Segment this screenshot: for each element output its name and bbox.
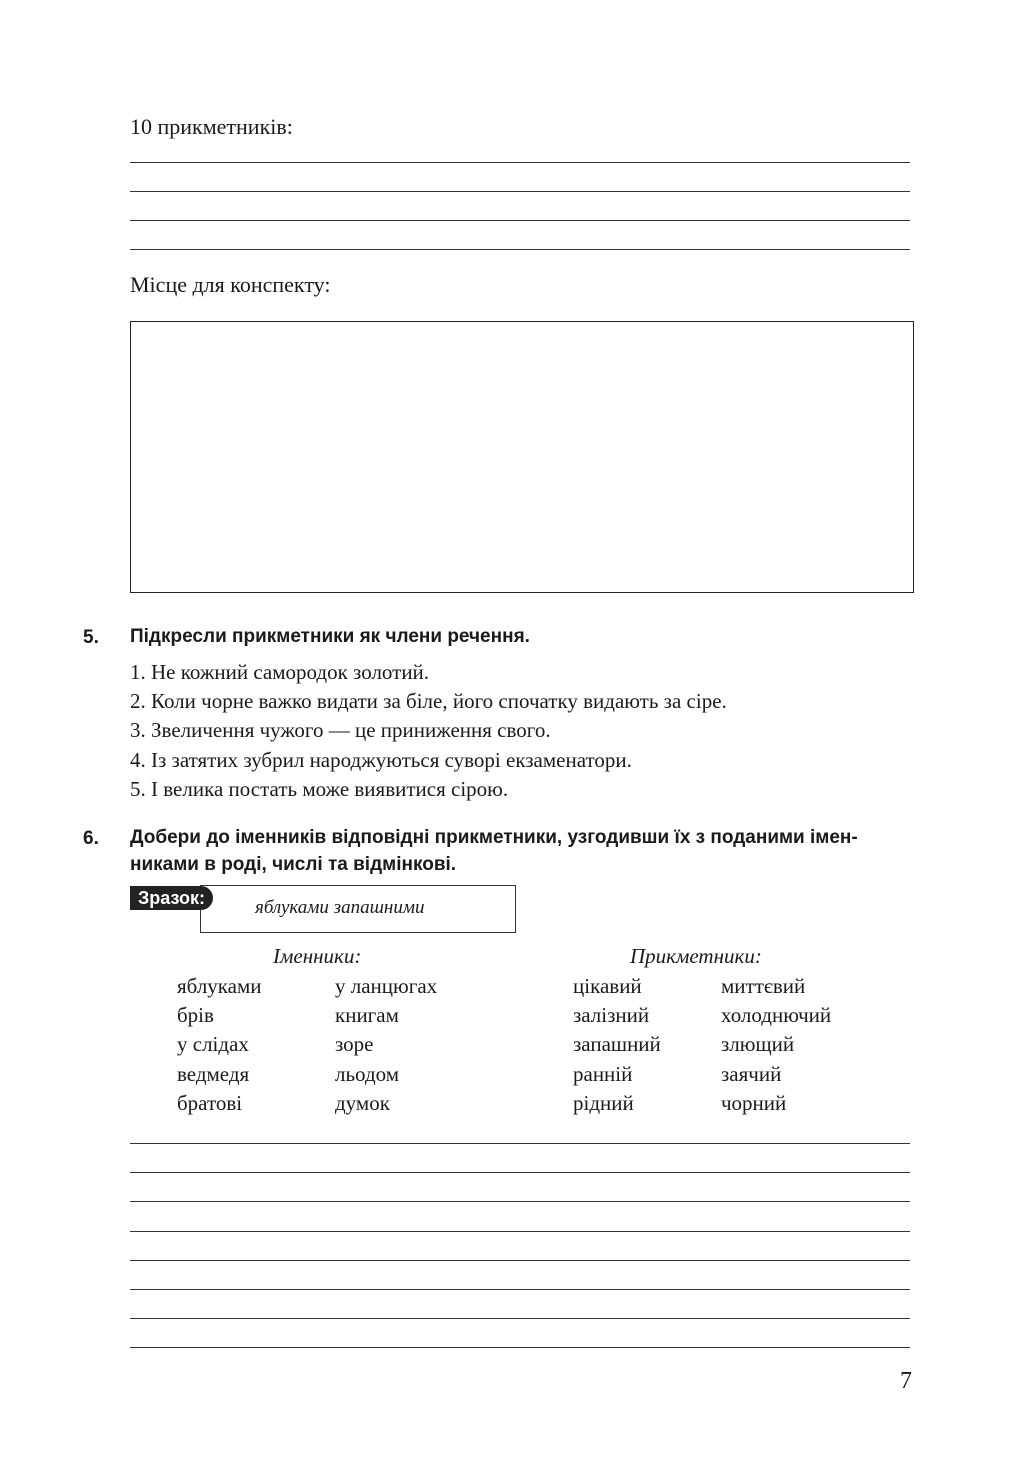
adjective-item: цікавий [573,974,642,998]
answer-line [130,1347,910,1348]
task5-sentence: 2. Коли чорне важко видати за біле, його спочатку видають за сіре. [130,689,727,713]
sample-text: яблуками запашними [255,897,425,918]
answer-line [130,1143,910,1144]
answer-line [130,1260,910,1261]
notes-box[interactable] [130,321,914,593]
notes-label: Місце для конспекту: [130,272,331,297]
nouns-header: Іменники: [273,944,362,968]
task6-instruction-line1: Добери до іменників відповідні прикметники, узгодивши їх з поданими імен- [130,827,858,848]
adjective-item: злющий [721,1032,795,1056]
noun-item: яблуками [177,974,262,998]
answer-line [130,220,910,221]
adjective-item: ранній [573,1062,633,1086]
adjectives-label: 10 прикметників: [130,114,293,139]
task6-number: 6. [83,828,99,849]
noun-item: думок [335,1091,390,1115]
noun-item: у слідах [177,1032,249,1056]
adjectives-header: Прикметники: [630,944,762,968]
answer-line [130,191,910,192]
task5-instruction: Підкресли прикметники як члени речення. [130,626,530,647]
noun-item: братові [177,1091,243,1115]
noun-item: льодом [335,1062,400,1086]
noun-item: брів [177,1003,214,1027]
adjective-item: заячий [721,1062,782,1086]
task6-instruction-line2: никами в роді, числі та відмінкові. [130,854,457,875]
answer-line [130,1289,910,1290]
adjective-item: залізний [573,1003,650,1027]
noun-item: зоре [335,1032,374,1056]
task5-number: 5. [83,627,99,648]
adjective-item: чорний [721,1091,787,1115]
answer-line [130,1201,910,1202]
noun-item: у ланцюгах [335,974,438,998]
sample-badge: Зразок: [130,886,213,910]
task5-sentence: 3. Звеличення чужого — це приниження свого. [130,718,551,742]
task5-sentence: 4. Із затятих зубрил народжуються суворі екзаменатори. [130,748,632,772]
answer-line [130,162,910,163]
answer-line [130,1231,910,1232]
task5-sentence: 5. І велика постать може виявитися сірою. [130,777,509,801]
adjective-item: запашний [573,1032,661,1056]
adjective-item: рідний [573,1091,634,1115]
answer-line [130,1318,910,1319]
noun-item: ведмедя [177,1062,250,1086]
page-number: 7 [900,1368,912,1394]
adjective-item: холоднючий [721,1003,832,1027]
answer-line [130,1172,910,1173]
adjective-item: миттєвий [721,974,806,998]
noun-item: книгам [335,1003,399,1027]
task5-sentence: 1. Не кожний самородок золотий. [130,660,430,684]
answer-line [130,249,910,250]
